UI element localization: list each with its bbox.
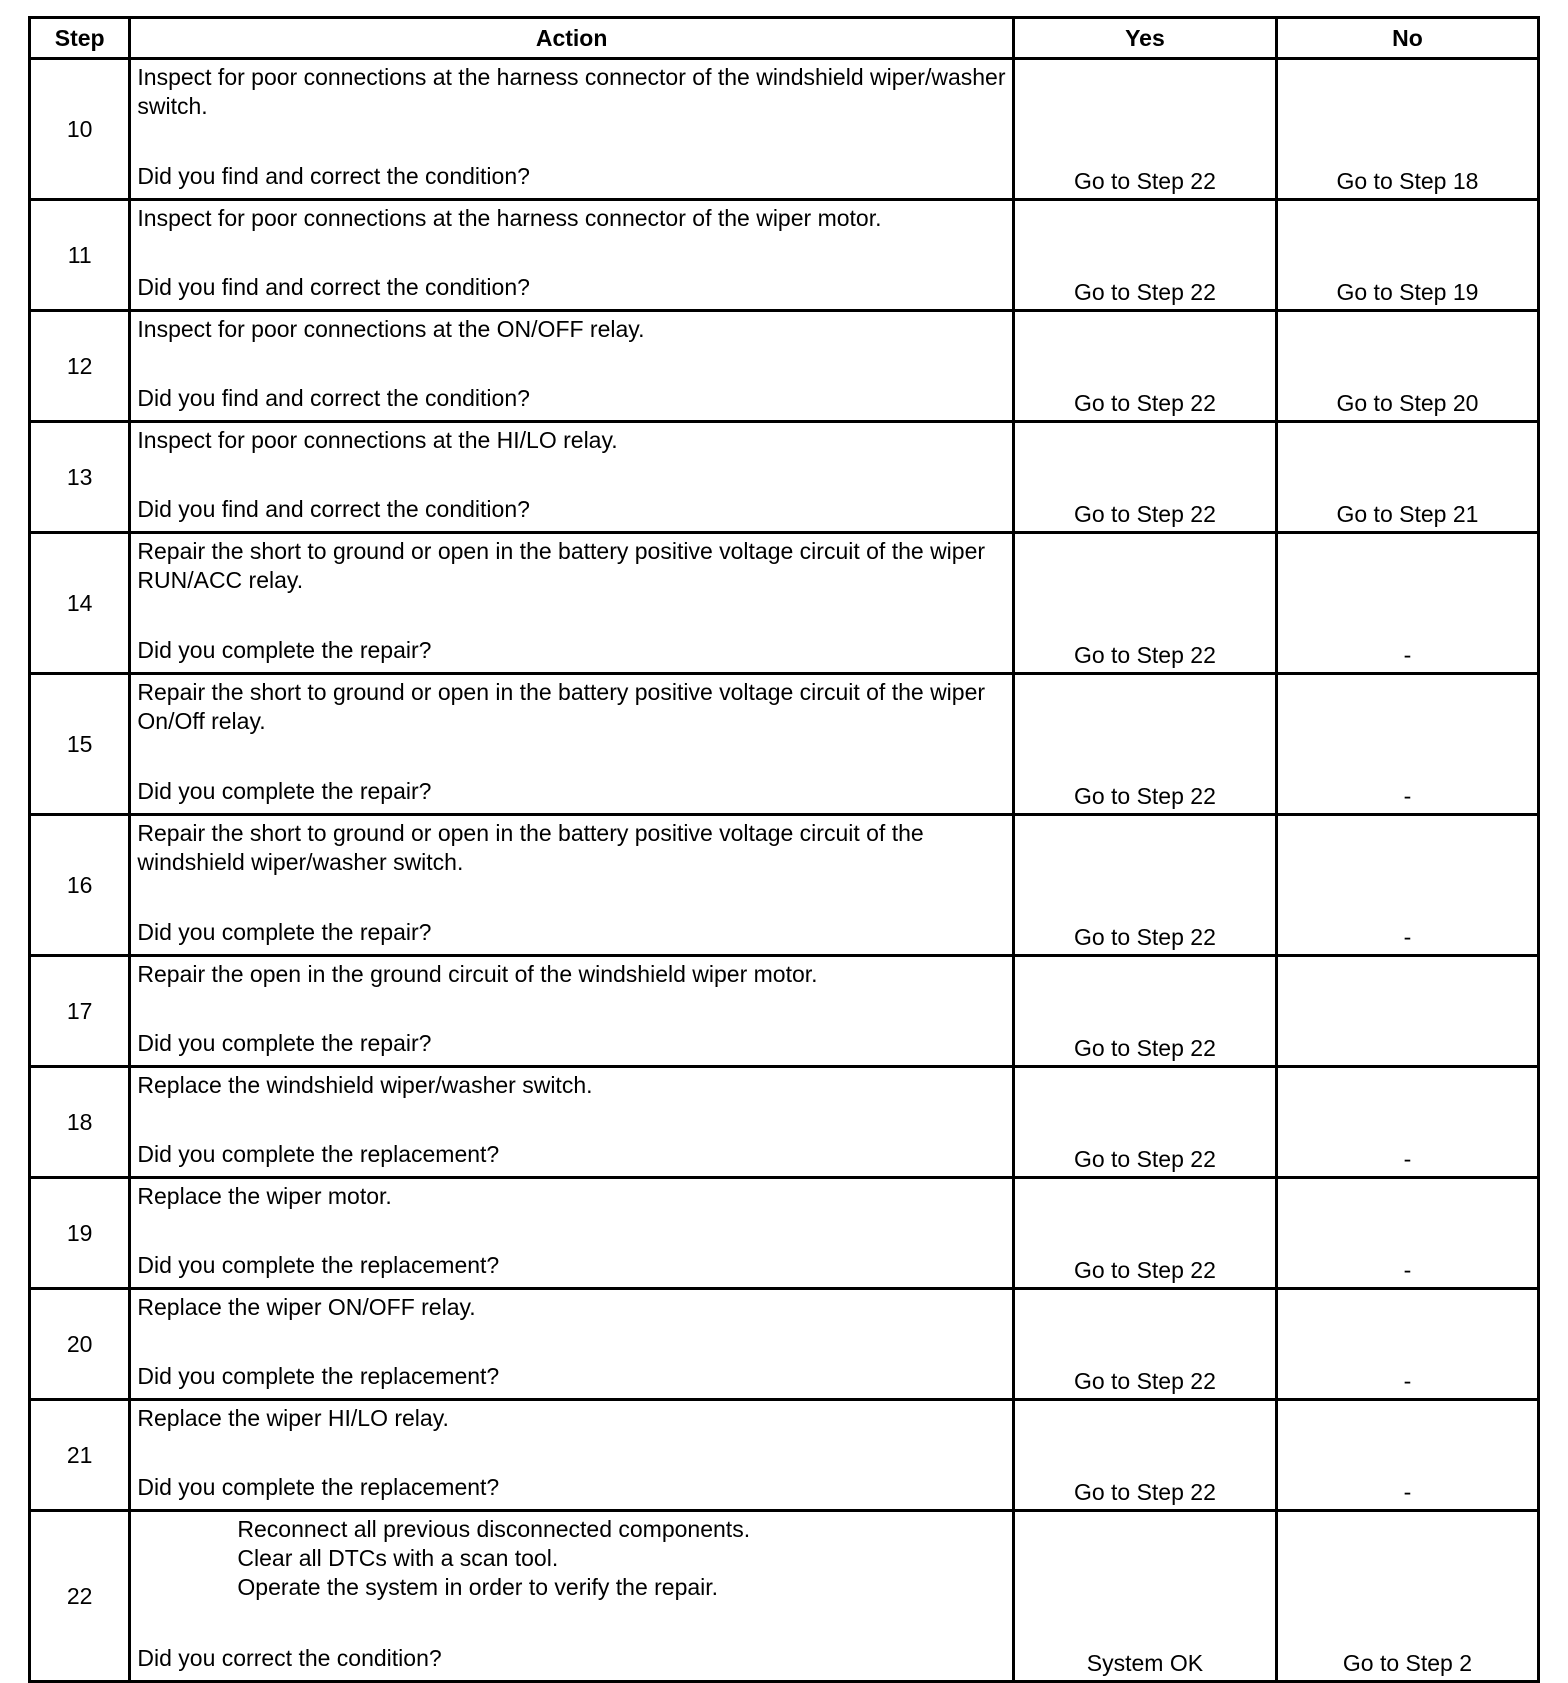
instruction-line: Repair the short to ground or open in the battery positive voltage circuit of the windshield wiper/washer switch.	[137, 820, 924, 875]
step-number: 21	[30, 1400, 130, 1511]
table-row	[30, 422, 1539, 533]
step-number: 10	[30, 59, 130, 200]
table-row	[30, 59, 1539, 200]
table-row	[30, 533, 1539, 674]
step-number: 15	[30, 674, 130, 815]
no-result: Go to Step 19	[1276, 200, 1538, 311]
table-row	[30, 956, 1539, 1067]
instruction-line: Inspect for poor connections at the ON/OFF relay.	[137, 316, 645, 342]
step-number: 18	[30, 1067, 130, 1178]
step-number: 13	[30, 422, 130, 533]
no-result: -	[1276, 1289, 1538, 1400]
step-number: 11	[30, 200, 130, 311]
action-instruction	[137, 315, 1006, 344]
action-cell	[130, 200, 1014, 311]
action-cell	[130, 311, 1014, 422]
no-result: -	[1276, 1400, 1538, 1511]
action-cell	[130, 1178, 1014, 1289]
instruction-line: Replace the windshield wiper/washer switch.	[137, 1072, 593, 1098]
yes-result: Go to Step 22	[1013, 59, 1276, 200]
action-instruction	[137, 1071, 1006, 1100]
yes-result: Go to Step 22	[1013, 815, 1276, 956]
step-number: 22	[30, 1511, 130, 1682]
header-no: No	[1276, 18, 1538, 59]
instruction-line: Operate the system in order to verify the repair.	[237, 1574, 719, 1600]
header-action: Action	[130, 18, 1014, 59]
action-instruction	[137, 204, 1006, 233]
action-cell	[130, 956, 1014, 1067]
action-instruction	[137, 678, 1006, 736]
instruction-line: Clear all DTCs with a scan tool.	[237, 1545, 559, 1571]
no-result: Go to Step 18	[1276, 59, 1538, 200]
action-instruction	[137, 1404, 1006, 1433]
action-question: Did you complete the replacement?	[137, 1474, 500, 1500]
no-result: -	[1276, 674, 1538, 815]
action-cell	[130, 59, 1014, 200]
header-step: Step	[30, 18, 130, 59]
action-instruction	[137, 1293, 1006, 1322]
no-result: -	[1276, 1178, 1538, 1289]
action-question: Did you complete the repair?	[137, 919, 432, 945]
yes-result: Go to Step 22	[1013, 1400, 1276, 1511]
instruction-line: Reconnect all previous disconnected components.	[237, 1516, 751, 1542]
table-row	[30, 1178, 1539, 1289]
yes-result: Go to Step 22	[1013, 422, 1276, 533]
action-instruction	[137, 819, 1006, 877]
action-question: Did you complete the repair?	[137, 778, 432, 804]
diagnostic-steps-table	[28, 16, 1540, 1683]
action-question: Did you complete the replacement?	[137, 1252, 500, 1278]
yes-result: Go to Step 22	[1013, 311, 1276, 422]
yes-result: Go to Step 22	[1013, 956, 1276, 1067]
action-cell	[130, 1067, 1014, 1178]
diagnostic-table-container	[28, 16, 1540, 1683]
no-result: Go to Step 20	[1276, 311, 1538, 422]
yes-result: Go to Step 22	[1013, 1289, 1276, 1400]
action-cell	[130, 422, 1014, 533]
action-question: Did you complete the replacement?	[137, 1141, 500, 1167]
action-question: Did you find and correct the condition?	[137, 496, 530, 522]
action-question: Did you find and correct the condition?	[137, 385, 530, 411]
instruction-line: Inspect for poor connections at the harness connector of the windshield wiper/washer switch.	[137, 64, 1006, 119]
table-body	[30, 59, 1539, 1682]
instruction-line: Replace the wiper motor.	[137, 1183, 392, 1209]
no-result: -	[1276, 815, 1538, 956]
instruction-line: Inspect for poor connections at the harness connector of the wiper motor.	[137, 205, 882, 231]
header-row	[30, 18, 1539, 59]
action-instruction	[137, 426, 1006, 455]
table-row	[30, 1289, 1539, 1400]
no-result: Go to Step 21	[1276, 422, 1538, 533]
table-row	[30, 311, 1539, 422]
action-question: Did you complete the replacement?	[137, 1363, 500, 1389]
action-instruction	[137, 1515, 1006, 1602]
table-row	[30, 1067, 1539, 1178]
no-result: -	[1276, 533, 1538, 674]
table-row	[30, 1511, 1539, 1682]
table-row	[30, 1400, 1539, 1511]
action-cell	[130, 815, 1014, 956]
action-question: Did you complete the repair?	[137, 1030, 432, 1056]
header-yes: Yes	[1013, 18, 1276, 59]
action-instruction	[137, 63, 1006, 121]
no-result	[1276, 956, 1538, 1067]
instruction-line: Inspect for poor connections at the HI/LO relay.	[137, 427, 618, 453]
action-question: Did you find and correct the condition?	[137, 163, 530, 189]
yes-result: Go to Step 22	[1013, 1178, 1276, 1289]
step-number: 16	[30, 815, 130, 956]
action-instruction	[137, 537, 1006, 595]
yes-result: System OK	[1013, 1511, 1276, 1682]
yes-result: Go to Step 22	[1013, 1067, 1276, 1178]
table-row	[30, 674, 1539, 815]
instruction-line: Replace the wiper ON/OFF relay.	[137, 1294, 476, 1320]
action-cell	[130, 533, 1014, 674]
table-row	[30, 200, 1539, 311]
instruction-line: Repair the short to ground or open in the battery positive voltage circuit of the wiper On/Off relay.	[137, 679, 986, 734]
yes-result: Go to Step 22	[1013, 533, 1276, 674]
no-result: -	[1276, 1067, 1538, 1178]
step-number: 12	[30, 311, 130, 422]
action-question: Did you correct the condition?	[137, 1645, 442, 1671]
step-number: 20	[30, 1289, 130, 1400]
action-cell	[130, 1511, 1014, 1682]
action-cell	[130, 1400, 1014, 1511]
yes-result: Go to Step 22	[1013, 200, 1276, 311]
no-result: Go to Step 2	[1276, 1511, 1538, 1682]
action-question: Did you complete the repair?	[137, 637, 432, 663]
step-number: 17	[30, 956, 130, 1067]
step-number: 14	[30, 533, 130, 674]
action-question: Did you find and correct the condition?	[137, 274, 530, 300]
instruction-line: Replace the wiper HI/LO relay.	[137, 1405, 449, 1431]
step-number: 19	[30, 1178, 130, 1289]
action-instruction	[137, 960, 1006, 989]
action-cell	[130, 674, 1014, 815]
action-instruction	[137, 1182, 1006, 1211]
action-cell	[130, 1289, 1014, 1400]
instruction-line: Repair the short to ground or open in the battery positive voltage circuit of the wiper RUN/ACC relay.	[137, 538, 986, 593]
instruction-line: Repair the open in the ground circuit of the windshield wiper motor.	[137, 961, 818, 987]
yes-result: Go to Step 22	[1013, 674, 1276, 815]
table-row	[30, 815, 1539, 956]
